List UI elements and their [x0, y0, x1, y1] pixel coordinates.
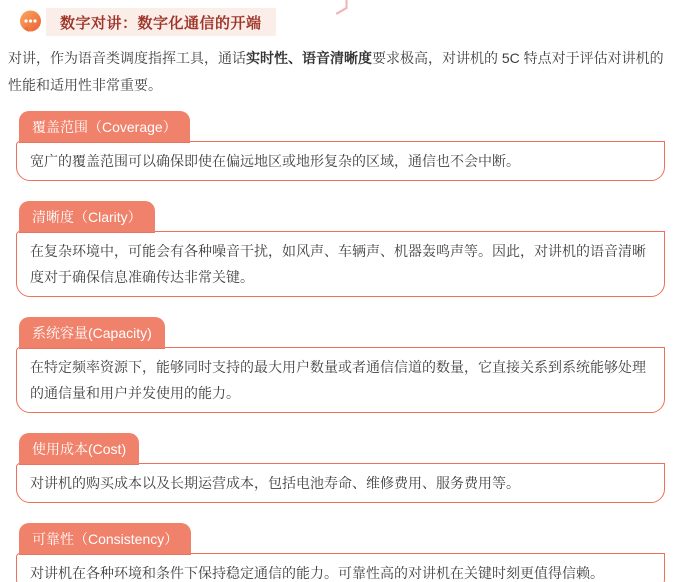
- section-coverage-tab: 覆盖范围（Coverage）: [19, 111, 190, 143]
- chat-bubble-icon: [17, 9, 43, 35]
- section-coverage-body: 宽广的覆盖范围可以确保即使在偏远地区或地形复杂的区域，通信也不会中断。: [16, 141, 665, 181]
- intro-text-pre: 对讲，作为语音类调度指挥工具，通话: [8, 50, 246, 66]
- section-cost-body: 对讲机的购买成本以及长期运营成本，包括电池寿命、维修费用、服务费用等。: [16, 463, 665, 503]
- section-consistency-body: 对讲机在各种环境和条件下保持稳定通信的能力。可靠性高的对讲机在关键时刻更值得信赖。: [16, 553, 665, 582]
- page-title: 数字对讲：数字化通信的开端: [60, 14, 262, 32]
- section-clarity: [16, 201, 665, 297]
- section-consistency-tab: 可靠性（Consistency）: [19, 523, 191, 555]
- section-capacity: [16, 317, 665, 413]
- section-capacity-body: 在特定频率资源下，能够同时支持的最大用户数量或者通信信道的数量，它直接关系到系统能够处理的通信量和用户并发使用的能力。: [16, 347, 665, 413]
- section-cost-tab: 使用成本(Cost): [19, 433, 139, 465]
- sparkle-corner-mark-top: [336, 0, 349, 15]
- section-consistency: [16, 523, 665, 582]
- section-list: [16, 111, 665, 582]
- intro-text-post: 要求极高，对讲机的 5C 特点对于评估对讲机的性能和适用性非常重要。: [8, 50, 664, 93]
- title-banner: [46, 8, 276, 36]
- section-capacity-tab: 系统容量(Capacity): [19, 317, 165, 349]
- intro-paragraph: [8, 45, 677, 99]
- section-clarity-tab: 清晰度（Clarity）: [19, 201, 155, 233]
- section-cost: [16, 433, 665, 503]
- section-clarity-body: 在复杂环境中，可能会有各种噪音干扰，如风声、车辆声、机器轰鸣声等。因此，对讲机的语音清晰度对于确保信息准确传达非常关键。: [16, 231, 665, 297]
- intro-text-bold: 实时性、语音清晰度: [246, 50, 372, 66]
- section-coverage: [16, 111, 665, 181]
- page-header: [17, 0, 685, 36]
